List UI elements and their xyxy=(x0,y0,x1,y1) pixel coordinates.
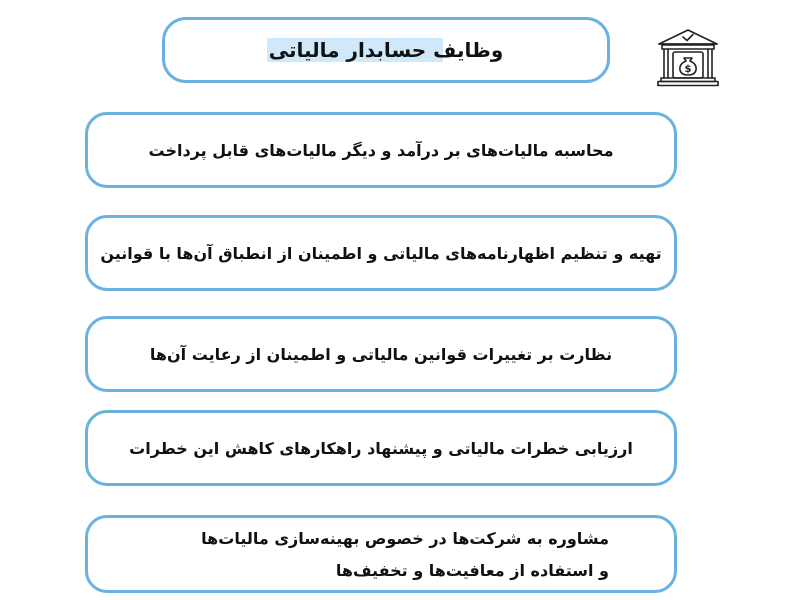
title-box xyxy=(162,17,610,83)
page-title: وظایف حسابدار مالیاتی xyxy=(268,38,504,62)
duty-text-line-2: و استفاده از معافیت‌ها و تخفیف‌ها xyxy=(335,560,609,580)
duty-item-law-monitoring xyxy=(85,316,677,392)
duty-item-risk-assessment xyxy=(85,410,677,486)
duty-text: تهیه و تنظیم اظهارنامه‌های مالیاتی و اطمینان از انطباق آن‌ها با قوانین xyxy=(100,243,662,263)
duty-item-tax-calculation xyxy=(85,112,677,188)
duty-text: ارزیابی خطرات مالیاتی و پیشنهاد راهکارهای کاهش این خطرات xyxy=(129,438,633,458)
duty-text: نظارت بر تغییرات قوانین مالیاتی و اطمینان از رعایت آن‌ها xyxy=(149,344,613,364)
bank-dollar-icon xyxy=(657,28,719,88)
duty-text-line-1: مشاوره به شرکت‌ها در خصوص بهینه‌سازی مالیات‌ها xyxy=(201,528,609,548)
duty-text: محاسبه مالیات‌های بر درآمد و دیگر مالیات‌های قابل پرداخت xyxy=(148,140,614,160)
svg-text:$: $ xyxy=(684,64,692,75)
duty-item-consulting xyxy=(85,515,677,593)
duty-item-tax-returns xyxy=(85,215,677,291)
